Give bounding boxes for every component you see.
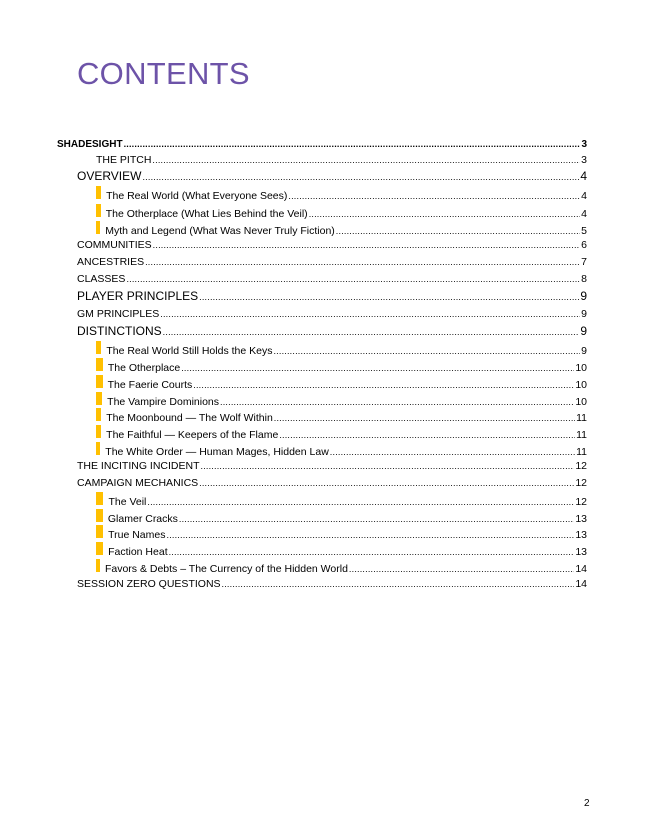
toc-entry-session-zero[interactable] [77, 576, 587, 592]
toc-entry-label: The Real World (What Everyone Sees) [106, 190, 288, 202]
folder-icon [96, 492, 103, 505]
toc-page-number: 10 [575, 362, 587, 374]
toc-entry-shadesight[interactable] [57, 136, 587, 152]
toc-entry-glamer-cracks[interactable] [96, 509, 587, 525]
toc-entry-gm-principles[interactable] [77, 306, 587, 322]
toc-entry-real-world-keys[interactable] [96, 341, 587, 357]
toc-entry-faithful[interactable] [96, 425, 587, 441]
folder-icon [96, 221, 100, 234]
toc-entry-label: COMMUNITIES [77, 239, 152, 251]
folder-icon [96, 341, 101, 354]
toc-page-number: 4 [580, 169, 587, 183]
toc-page-number: 13 [575, 529, 587, 541]
toc-entry-label: THE PITCH [96, 154, 152, 166]
folder-icon [96, 542, 103, 555]
toc-page-number: 9 [581, 345, 587, 357]
toc-entry-label: The Moonbound — The Wolf Within [106, 412, 273, 424]
dot-leader [193, 377, 574, 393]
toc-entry-myth-legend[interactable] [96, 221, 587, 237]
dot-leader [163, 324, 580, 340]
toc-page-number: 11 [576, 446, 587, 458]
toc-page-number: 7 [581, 256, 587, 268]
dot-leader [309, 206, 580, 222]
toc-entry-inciting-incident[interactable] [77, 458, 587, 474]
toc-page-number: 4 [581, 208, 587, 220]
toc-entry-classes[interactable] [77, 271, 587, 287]
toc-entry-label: The Real World Still Holds the Keys [106, 345, 273, 357]
toc-entry-label: The Faithful — Keepers of the Flame [106, 429, 279, 441]
toc-entry-label: The Veil [108, 496, 147, 508]
toc-entry-label: The Faerie Courts [107, 379, 193, 391]
page-title: CONTENTS [77, 56, 250, 91]
toc-page-number: 11 [576, 429, 587, 441]
toc-entry-label: OVERVIEW [77, 169, 142, 183]
dot-leader [153, 237, 580, 253]
toc-entry-label: SESSION ZERO QUESTIONS [77, 578, 221, 590]
dot-leader [169, 544, 575, 560]
dot-leader [181, 360, 574, 376]
toc-entry-faction-heat[interactable] [96, 542, 587, 558]
dot-leader [152, 152, 580, 168]
folder-icon [96, 559, 100, 572]
toc-entry-label: SHADESIGHT [57, 139, 123, 150]
dot-leader [199, 475, 574, 491]
toc-entry-the-veil[interactable] [96, 492, 587, 508]
folder-icon [96, 392, 102, 405]
toc-entry-communities[interactable] [77, 237, 587, 253]
dot-leader [273, 343, 580, 359]
toc-page-number: 11 [576, 412, 587, 424]
toc-entry-campaign-mechanics[interactable] [77, 475, 587, 491]
toc-entry-label: ANCESTRIES [77, 256, 145, 268]
toc-entry-the-pitch[interactable] [96, 152, 587, 168]
toc-entry-faerie-courts[interactable] [96, 375, 587, 391]
toc-page-number: 9 [581, 308, 587, 320]
toc-page-number: 8 [581, 273, 587, 285]
toc-page-number: 10 [575, 379, 587, 391]
toc-entry-favors-debts[interactable] [96, 559, 587, 575]
folder-icon [96, 375, 103, 388]
toc-entry-otherplace[interactable] [96, 358, 587, 374]
toc-page-number: 9 [580, 324, 587, 338]
toc-entry-label: GM PRINCIPLES [77, 308, 160, 320]
dot-leader [167, 527, 575, 543]
dot-leader [124, 136, 581, 152]
folder-icon [96, 509, 103, 522]
toc-page-number: 12 [575, 460, 587, 472]
folder-icon [96, 358, 103, 371]
toc-entry-overview[interactable] [77, 168, 587, 184]
dot-leader [288, 188, 580, 204]
toc-entry-label: Myth and Legend (What Was Never Truly Fiction) [105, 225, 335, 237]
toc-entry-real-world[interactable] [96, 186, 587, 202]
toc-entry-otherplace-veil[interactable] [96, 204, 587, 220]
toc-page-number: 14 [575, 563, 587, 575]
folder-icon [96, 425, 101, 438]
toc-entry-label: The Otherplace (What Lies Behind the Veil) [105, 208, 308, 220]
toc-entry-true-names[interactable] [96, 525, 587, 541]
dot-leader [199, 289, 579, 305]
toc-entry-distinctions[interactable] [77, 323, 587, 339]
toc-entry-label: CLASSES [77, 273, 126, 285]
toc-page-number: 4 [581, 190, 587, 202]
toc-entry-moonbound[interactable] [96, 408, 587, 424]
folder-icon [96, 442, 100, 455]
toc-page-number: 3 [581, 139, 587, 150]
toc-page-number: 5 [581, 225, 587, 237]
folder-icon [96, 408, 101, 421]
toc-entry-label: PLAYER PRINCIPLES [77, 289, 199, 303]
toc-entry-label: The Otherplace [107, 362, 181, 374]
folder-icon [96, 186, 101, 199]
toc-entry-label: True Names [108, 529, 166, 541]
toc-page-number: 14 [575, 578, 587, 590]
dot-leader [160, 306, 580, 322]
toc-entry-label: Glamer Cracks [107, 513, 178, 525]
dot-leader [201, 458, 575, 474]
toc-page-number: 12 [575, 477, 587, 489]
toc-entry-vampire-dominions[interactable] [96, 392, 587, 408]
toc-entry-ancestries[interactable] [77, 254, 587, 270]
toc-page-number: 12 [575, 496, 587, 508]
toc-page-number: 13 [575, 546, 587, 558]
toc-page-number: 13 [575, 513, 587, 525]
toc-entry-white-order[interactable] [96, 442, 587, 458]
dot-leader [222, 576, 575, 592]
toc-entry-label: Favors & Debts – The Currency of the Hidden World [104, 563, 348, 575]
toc-entry-label: CAMPAIGN MECHANICS [77, 477, 199, 489]
dot-leader [349, 561, 574, 577]
toc-page-number: 3 [581, 154, 587, 166]
dot-leader [126, 271, 580, 287]
dot-leader [274, 410, 575, 426]
toc-page-number: 9 [580, 289, 587, 303]
toc-entry-label: The Vampire Dominions [107, 396, 220, 408]
dot-leader [279, 427, 575, 443]
toc-entry-label: The White Order — Human Mages, Hidden Law [105, 446, 329, 458]
toc-entry-label: DISTINCTIONS [77, 324, 162, 338]
toc-entry-label: THE INCITING INCIDENT [77, 460, 200, 472]
page-number: 2 [584, 798, 590, 809]
toc-entry-label: Faction Heat [108, 546, 168, 558]
toc-page-number: 6 [581, 239, 587, 251]
dot-leader [147, 494, 574, 510]
folder-icon [96, 525, 103, 538]
dot-leader [145, 254, 580, 270]
folder-icon [96, 204, 101, 217]
toc-page-number: 10 [575, 396, 587, 408]
dot-leader [142, 169, 579, 185]
toc-entry-player-principles[interactable] [77, 288, 587, 304]
